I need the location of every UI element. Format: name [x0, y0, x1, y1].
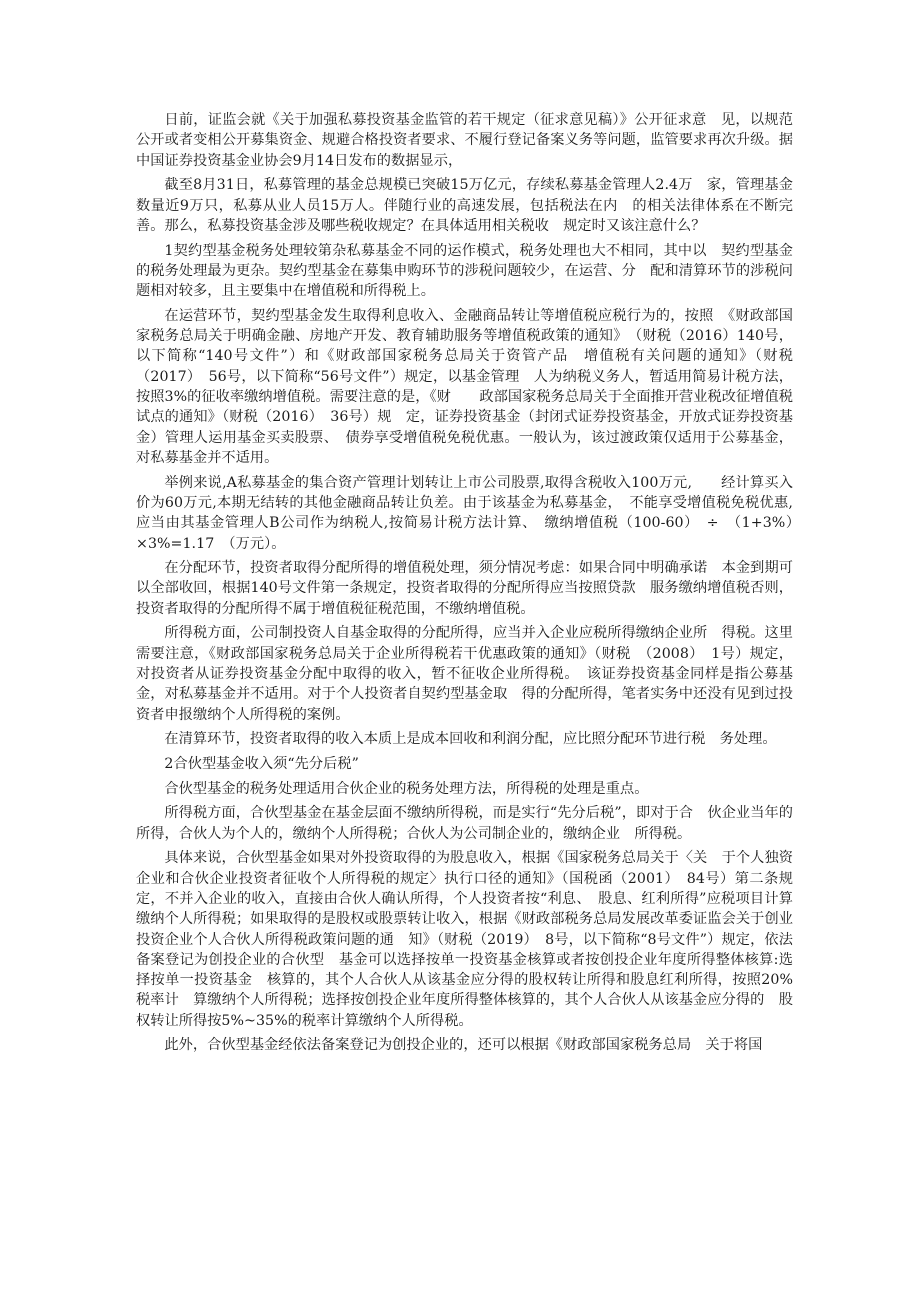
paragraph-11: 所得税方面，合伙型基金在基金层面不缴纳所得税，而是实行“先分后税”，即对于合 伙企业当年的所得，合伙人为个人的，缴纳个人所得税；合伙人为公司制企业的，缴纳企业 所得税。: [136, 805, 793, 842]
document-body: [136, 110, 808, 1060]
section-heading-2: 2合伙型基金收入须“先分后税”: [164, 756, 359, 773]
paragraph-1: 日前，证监会就《关于加强私募投资基金监管的若干规定（征求意见稿）》公开征求意 见，以规范公开或者变相公开募集资金、规避合格投资者要求、不履行登记备案义务等问题，监管要求再次升级。据中国证券投资基金业协会9月14日发布的数据显示，: [136, 112, 793, 169]
paragraph-7: 所得税方面，公司制投资人自基金取得的分配所得，应当并入企业应税所得缴纳企业所 得税。这里需要注意，《财政部国家税务总局关于企业所得税若干优惠政策的通知》（财税 （2008） 1号）规定，对投资者从证券投资基金分配中取得的收入，暂不征收企业所得税。 该证券投资基金同样是指公募基金，对私募基金并不适用。对于个人投资者自契约型基金取 得的分配所得，笔者实务中还没有见到过投资者申报缴纳个人所得税的案例。: [136, 625, 793, 723]
paragraph-6: 在分配环节，投资者取得分配所得的增值税处理，须分情况考虑：如果合同中明确承诺 本金到期可以全部收回，根据140号文件第一条规定，投资者取得的分配所得应当按照贷款 服务缴纳增值税否则，投资者取得的分配所得不属于增值税征税范围，不缴纳增值税。: [136, 560, 793, 617]
paragraph-8: 在清算环节，投资者取得的收入本质上是成本回收和利润分配，应比照分配环节进行税 务处理。: [164, 731, 777, 748]
paragraph-12: 具体来说，合伙型基金如果对外投资取得的为股息收入，根据《国家税务总局关于〈关 于个人独资企业和合伙企业投资者征收个人所得税的规定〉执行口径的通知》（国税函（2001） 84号）第二条规定，不并入企业的收入，直接由合伙人确认所得，个人投资者按“利息、 股息、红利所得”应税项目计算缴纳个人所得税；如果取得的是股权或股票转让收入，根据《财政部税务总局发展改革委证监会关于创业投资企业个人合伙人所得税政策问题的通 知》（财税（2019） 8号，以下简称“8号文件”）规定，依法备案登记为创投企业的合伙型 基金可以选择按单一投资基金核算或者按创投企业年度所得整体核算:选择按单一投资基金 核算的，其个人合伙人从该基金应分得的股权转让所得和股息红利所得，按照20%税率计 算缴纳个人所得税；选择按创投企业年度所得整体核算的，其个人合伙人从该基金应分得的 股权转让所得按5%~35%的税率计算缴纳个人所得税。: [136, 850, 793, 1029]
paragraph-10: 合伙型基金的税务处理适用合伙企业的税务处理方法，所得税的处理是重点。: [164, 780, 649, 797]
paragraph-13: 此外，合伙型基金经依法备案登记为创投企业的，还可以根据《财政部国家税务总局 关于将国: [164, 1037, 763, 1054]
paragraph-4: 在运营环节，契约型基金发生取得利息收入、金融商品转让等增值税应税行为的，按照 《财政部国家税务总局关于明确金融、房地产开发、教育辅助服务等增值税政策的通知》 （财税（2016）140号，以下简称“140号文件”）和《财政部国家税务总局关于资管产品 增值税有关问题的通知》（财税（2017） 56号，以下简称“56号文件”）规定，以基金管理 人为纳税义务人，暂适用简易计税方法，按照3%的征收率缴纳增值税。需要注意的是，《财 政部国家税务总局关于全面推开营业税改征增值税试点的通知》（财税（2016） 36号）规 定，证券投资基金（封闭式证券投资基金，开放式证券投资基金）管理人运用基金买卖股票、 债券享受增值税免税优惠。一般认为，该过渡政策仅适用于公募基金，对私募基金并不适用。: [136, 307, 793, 466]
paragraph-5: 举例来说,A私募基金的集合资产管理计划转让上市公司股票,取得含税收入100万元, 经计算买入价为60万元,本期无结转的其他金融商品转让负差。由于该基金为私募基金， 不能享受增值税免税优惠,应当由其基金管理人B公司作为纳税人,按简易计税方法计算、 缴纳增值税（100-60） ÷ （1+3%） ×3%=1.17 （万元）。: [136, 474, 808, 552]
paragraph-2: 截至8月31日，私募管理的基金总规模已突破15万亿元，存续私募基金管理人2.4万 家，管理基金数量近9万只，私募从业人员15万人。伴随行业的高速发展，包括税法在内 的相关法律体系在不断完善。那么，私募投资基金涉及哪些税收规定？在具体适用相关税收 规定时又该注意什么？: [136, 177, 793, 234]
paragraph-3: 1契约型基金税务处理较第杂私募基金不同的运作模式，税务处理也大不相同，其中以 契约型基金的税务处理最为更杂。契约型基金在募集申购环节的涉税问题较少，在运营、分 配和清算环节的涉税问题相对较多，且主要集中在增值税和所得税上。: [136, 242, 793, 300]
